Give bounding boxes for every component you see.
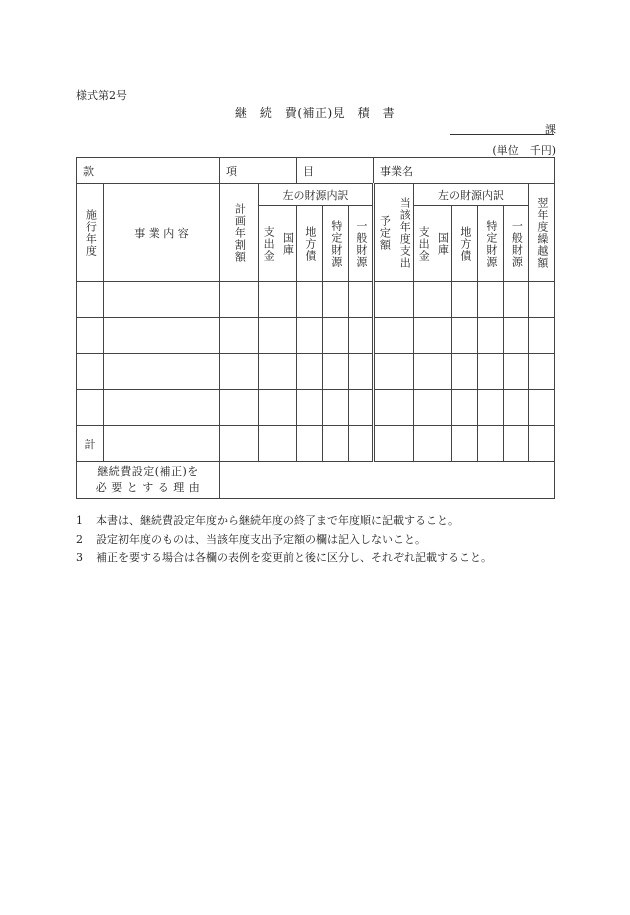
cell[interactable] <box>349 390 374 426</box>
cell[interactable] <box>297 354 323 390</box>
expected-amount-header: 予定額 当該年度支出 <box>374 184 414 282</box>
cell[interactable] <box>104 282 220 318</box>
cell[interactable] <box>323 354 349 390</box>
cell[interactable] <box>220 426 259 462</box>
cell[interactable] <box>77 282 104 318</box>
cell[interactable] <box>77 390 104 426</box>
cell[interactable] <box>478 390 504 426</box>
table-row <box>77 282 555 318</box>
cell[interactable] <box>104 426 220 462</box>
cell[interactable] <box>504 354 529 390</box>
cell[interactable] <box>478 318 504 354</box>
reason-row <box>77 462 555 499</box>
cell[interactable] <box>104 318 220 354</box>
cell[interactable] <box>478 354 504 390</box>
estimate-table <box>76 157 555 499</box>
cell[interactable] <box>414 282 452 318</box>
plan-amount-header: 計画年割額 <box>220 184 259 282</box>
cell[interactable] <box>220 354 259 390</box>
total-row <box>77 426 555 462</box>
cell[interactable] <box>323 390 349 426</box>
cell[interactable] <box>259 390 297 426</box>
cell[interactable] <box>504 426 529 462</box>
cell[interactable] <box>259 318 297 354</box>
notes <box>76 512 596 568</box>
cell[interactable] <box>504 282 529 318</box>
cell[interactable] <box>374 390 414 426</box>
cell[interactable] <box>414 354 452 390</box>
table-row <box>77 318 555 354</box>
cell[interactable] <box>297 318 323 354</box>
kou-label: 項 <box>220 158 297 184</box>
specific-source-header: 特定財源 <box>323 206 349 282</box>
national-header: 支出金 国庫 <box>259 206 297 282</box>
cell[interactable] <box>349 354 374 390</box>
note-item: 2 設定初年度のものは、当該年度支出予定額の欄は記入しないこと。 <box>76 532 426 546</box>
cell[interactable] <box>323 282 349 318</box>
cell[interactable] <box>529 426 555 462</box>
general-source-header-2: 一般財源 <box>504 206 529 282</box>
cell[interactable] <box>414 426 452 462</box>
cell[interactable] <box>478 282 504 318</box>
cell[interactable] <box>374 354 414 390</box>
cell[interactable] <box>478 426 504 462</box>
table-row <box>77 390 555 426</box>
specific-source-header-2: 特定財源 <box>478 206 504 282</box>
cell[interactable] <box>104 390 220 426</box>
cell[interactable] <box>323 318 349 354</box>
note-item: 3 補正を要する場合は各欄の表例を変更前と後に区分し、それぞれ記載すること。 <box>76 551 492 564</box>
reason-field[interactable] <box>220 462 555 499</box>
form-number: 様式第2号 <box>76 89 127 102</box>
reason-label: 継続費設定(補正)を 必 要 と す る 理 由 <box>77 462 220 499</box>
content-header: 事 業 内 容 <box>104 184 220 282</box>
cell[interactable] <box>77 354 104 390</box>
cell[interactable] <box>452 426 478 462</box>
cell[interactable] <box>220 318 259 354</box>
cell[interactable] <box>374 426 414 462</box>
cell[interactable] <box>104 354 220 390</box>
project-name-label: 事業名 <box>374 158 555 184</box>
cell[interactable] <box>259 426 297 462</box>
cell[interactable] <box>297 426 323 462</box>
cell[interactable] <box>259 282 297 318</box>
cell[interactable] <box>349 318 374 354</box>
unit-label: (単位 千円) <box>492 144 556 157</box>
national-header-2: 支出金 国庫 <box>414 206 452 282</box>
cell[interactable] <box>529 282 555 318</box>
year-header: 施行年度 <box>77 184 104 282</box>
cell[interactable] <box>452 354 478 390</box>
cell[interactable] <box>259 354 297 390</box>
local-bond-header: 地方債 <box>297 206 323 282</box>
department-underline <box>450 134 554 135</box>
cell[interactable] <box>529 318 555 354</box>
cell[interactable] <box>297 390 323 426</box>
document-title: 継 続 費(補正)見 積 書 <box>234 106 396 120</box>
cell[interactable] <box>77 318 104 354</box>
cell[interactable] <box>323 426 349 462</box>
total-label: 計 <box>77 426 104 462</box>
cell[interactable] <box>220 390 259 426</box>
breakdown-header-2: 左の財源内訳 <box>414 184 529 206</box>
cell[interactable] <box>374 282 414 318</box>
department-label: 課 <box>545 123 556 136</box>
cell[interactable] <box>297 282 323 318</box>
cell[interactable] <box>220 282 259 318</box>
note-item: 1 本書は、継続費設定年度から継続年度の終了まで年度順に記載すること。 <box>76 514 459 527</box>
carryover-header: 翌年度繰越額 <box>529 184 555 282</box>
cell[interactable] <box>414 390 452 426</box>
cell[interactable] <box>374 318 414 354</box>
local-bond-header-2: 地方債 <box>452 206 478 282</box>
cell[interactable] <box>452 390 478 426</box>
cell[interactable] <box>529 390 555 426</box>
cell[interactable] <box>452 282 478 318</box>
kan-label: 款 <box>77 158 220 184</box>
moku-label: 目 <box>297 158 374 184</box>
cell[interactable] <box>504 390 529 426</box>
cell[interactable] <box>349 282 374 318</box>
general-source-header: 一般財源 <box>349 206 374 282</box>
cell[interactable] <box>414 318 452 354</box>
table-row <box>77 354 555 390</box>
cell[interactable] <box>349 426 374 462</box>
cell[interactable] <box>504 318 529 354</box>
breakdown-header: 左の財源内訳 <box>259 184 374 206</box>
cell[interactable] <box>529 354 555 390</box>
cell[interactable] <box>452 318 478 354</box>
